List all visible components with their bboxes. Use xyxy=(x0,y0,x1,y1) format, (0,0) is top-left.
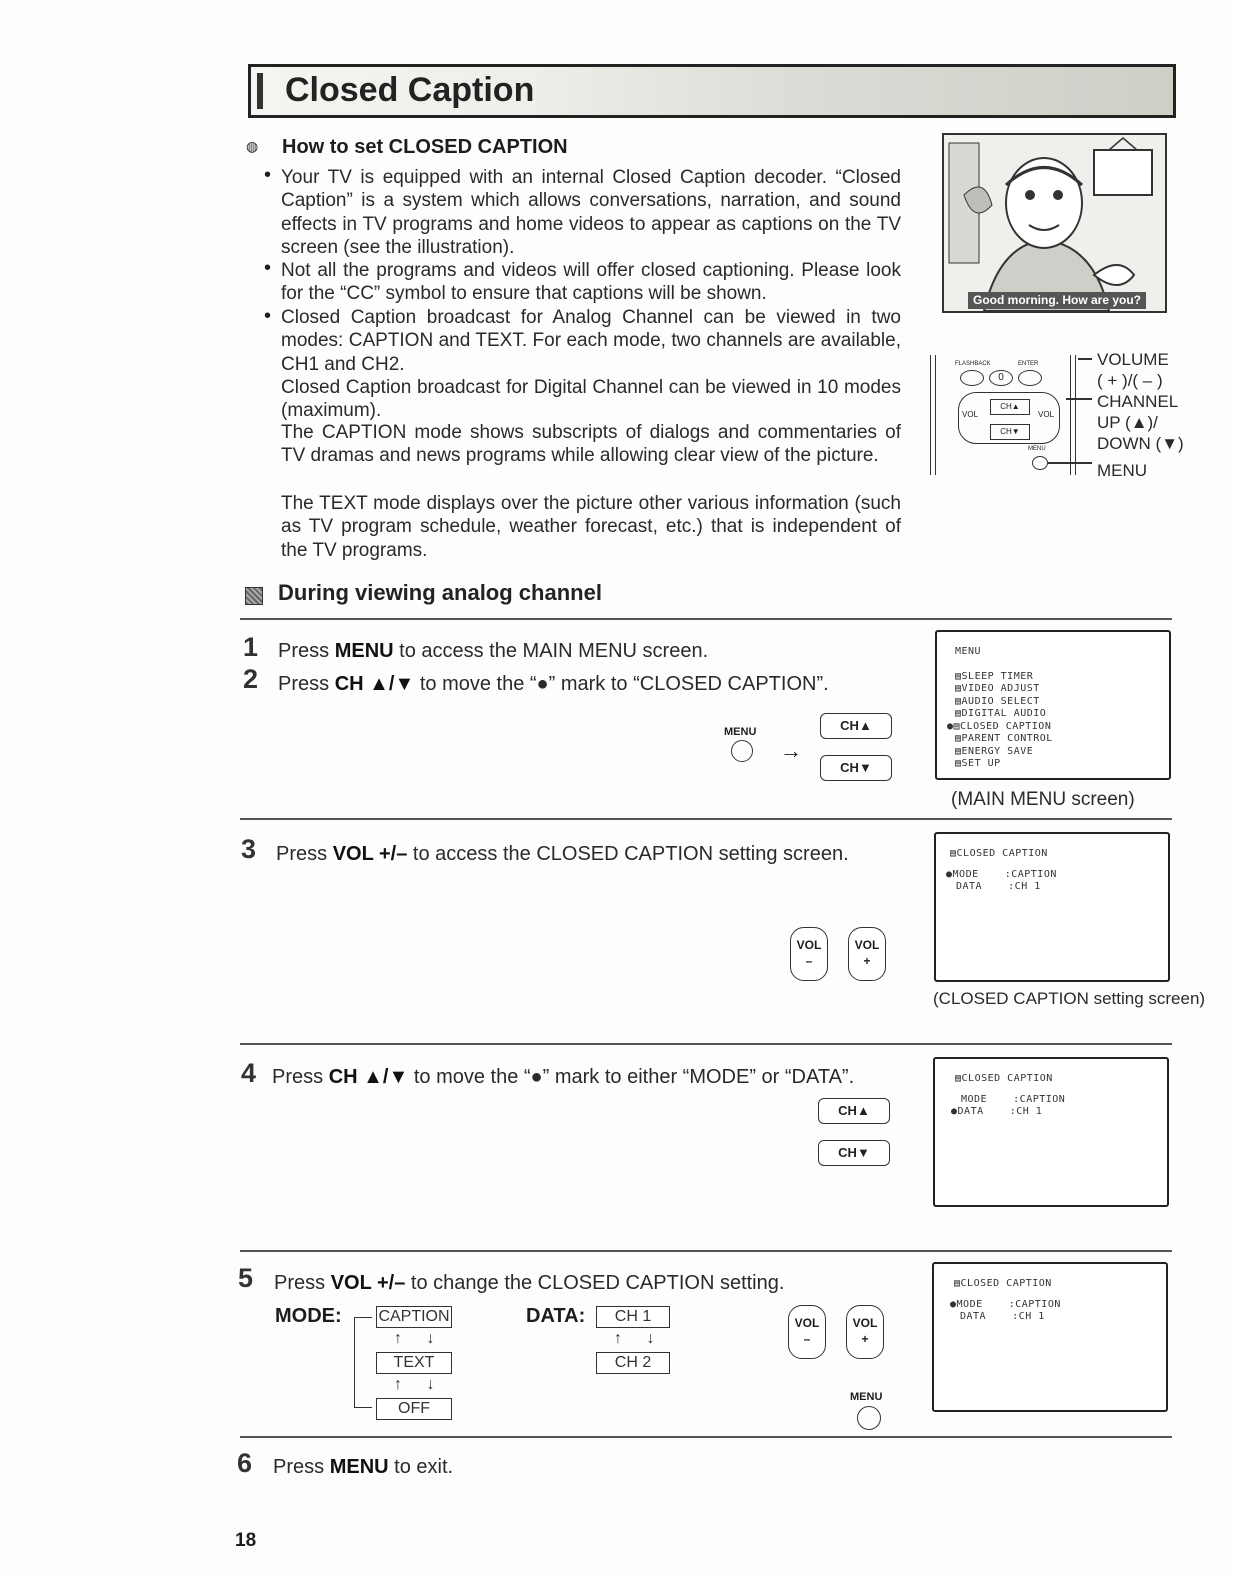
cc-screen-title: ▤CLOSED CAPTION xyxy=(955,1073,1053,1084)
cc-mode-row: ●MODE :CAPTION xyxy=(950,1298,1061,1310)
up-label: UP (▲)/ xyxy=(1097,413,1158,432)
divider xyxy=(240,1250,1172,1252)
divider xyxy=(240,618,1172,620)
howto-para-digital: Closed Caption broadcast for Digital Channel can be viewed in 10 modes (maximum). xyxy=(281,377,901,422)
mode-off-option: OFF xyxy=(376,1398,452,1420)
step-number: 6 xyxy=(237,1448,253,1478)
howto-bullet-1: Your TV is equipped with an internal Closed Caption decoder. “Closed Caption” is a system which allows conversations, narration, and sound effects in TV programs and home videos to appear as captions on the TV screen (see the illustration). xyxy=(281,167,901,258)
remote-vol-plus[interactable]: VOL xyxy=(1038,410,1055,419)
step-5-text: Press VOL +/– to change the CLOSED CAPTION setting. xyxy=(274,1272,785,1294)
step-1-text: Press MENU to access the MAIN MENU screen. xyxy=(278,640,709,662)
step-number: 1 xyxy=(243,632,259,662)
data-label: DATA: xyxy=(526,1305,586,1327)
remote-menu-button[interactable] xyxy=(1032,456,1048,470)
mode-cycle-bracket xyxy=(354,1317,372,1408)
step-number: 4 xyxy=(241,1058,257,1088)
menu-key-button[interactable] xyxy=(731,740,753,762)
data-ch2-option: CH 2 xyxy=(596,1352,670,1374)
vol-minus-key[interactable]: VOL – xyxy=(790,927,828,981)
remote-vol-minus[interactable]: VOL xyxy=(962,410,979,419)
main-menu-screen xyxy=(935,630,1171,780)
cc-data-row: DATA :CH 1 xyxy=(956,881,1041,892)
cc-data-row: DATA :CH 1 xyxy=(960,1311,1045,1322)
menu-key-button[interactable] xyxy=(857,1406,881,1430)
remote-edge-left xyxy=(930,355,936,475)
divider xyxy=(240,1436,1172,1438)
tv-caption-text: Good morning. How are you? xyxy=(968,292,1146,309)
step-4-text: Press CH ▲/▼ to move the “●” mark to either “MODE” or “DATA”. xyxy=(272,1066,855,1088)
remote-labels xyxy=(1097,349,1184,454)
heading-bullet-icon: ◍ xyxy=(246,138,259,154)
step-number: 5 xyxy=(238,1263,254,1293)
zero-button[interactable]: 0 xyxy=(989,370,1013,386)
step-2-text: Press CH ▲/▼ to move the “●” mark to “CLOSED CAPTION”. xyxy=(278,673,829,695)
flashback-button[interactable] xyxy=(960,370,984,386)
divider xyxy=(240,818,1172,820)
section-heading: During viewing analog channel xyxy=(278,580,602,605)
howto-para-caption: The CAPTION mode shows subscripts of dialogs and commentaries of TV dramas and news programs while allowing clear view of the picture. xyxy=(281,422,901,467)
page-title: Closed Caption xyxy=(285,71,535,109)
cc-mode-row: ●MODE :CAPTION xyxy=(946,868,1057,880)
updown-arrows-icon: ↑ ↓ xyxy=(394,1376,445,1393)
ch-up-key[interactable]: CH▲ xyxy=(818,1098,890,1124)
menu-label: MENU xyxy=(1097,461,1148,480)
updown-arrows-icon: ↑ ↓ xyxy=(614,1330,665,1347)
divider xyxy=(240,1043,1172,1045)
howto-bullet-2: Not all the programs and videos will offer closed captioning. Please look for the “CC” symbol to ensure that captions will be shown. xyxy=(281,260,901,305)
menu-item: ▤VIDEO ADJUST xyxy=(955,683,1040,694)
remote-edge-right xyxy=(1070,355,1076,475)
howto-heading: How to set CLOSED CAPTION xyxy=(282,136,568,158)
vol-plus-key[interactable]: VOL + xyxy=(846,1305,884,1359)
vol-plus-key[interactable]: VOL + xyxy=(848,927,886,981)
cc-mode-row: MODE :CAPTION xyxy=(961,1093,1066,1105)
mode-text-option: TEXT xyxy=(376,1352,452,1374)
howto-bullet-3: Closed Caption broadcast for Analog Channel can be viewed in two modes: CAPTION and TEXT. For each mode, two channels are available, CH1 and CH2. xyxy=(281,307,901,375)
volume-sub-label: ( + )/( – ) xyxy=(1097,371,1163,390)
title-edge-mark xyxy=(257,73,263,109)
ch-down-key[interactable]: CH▼ xyxy=(820,755,892,781)
step-number: 2 xyxy=(243,664,259,694)
menu-item: ▤AUDIO SELECT xyxy=(955,695,1040,707)
ch-up-key[interactable]: CH▲ xyxy=(820,713,892,739)
mode-label: MODE: xyxy=(275,1305,342,1327)
remote-enter-label: ENTER xyxy=(1018,361,1039,367)
leader-line xyxy=(1066,398,1092,400)
person-illustration-icon xyxy=(944,135,1165,311)
volume-label: VOLUME xyxy=(1097,350,1169,369)
section-square-icon xyxy=(245,587,263,605)
leader-line xyxy=(1048,462,1092,464)
menu-key-label: MENU xyxy=(724,726,757,738)
tv-illustration xyxy=(942,133,1167,313)
vol-minus-key[interactable]: VOL – xyxy=(788,1305,826,1359)
remote-menu-small-label: MENU xyxy=(1028,446,1046,452)
title-bar xyxy=(248,64,1176,118)
down-label: DOWN (▼) xyxy=(1097,434,1184,453)
channel-label: CHANNEL xyxy=(1097,392,1179,411)
cc-setting-screen xyxy=(934,832,1170,982)
main-menu-header: MENU xyxy=(955,646,982,657)
arrow-icon: → xyxy=(780,738,802,763)
updown-arrows-icon: ↑ ↓ xyxy=(394,1330,445,1347)
cc-setting-screen-change xyxy=(932,1262,1168,1412)
data-ch1-option: CH 1 xyxy=(596,1306,670,1328)
leader-line xyxy=(1078,358,1092,360)
step-6-text: Press MENU to exit. xyxy=(273,1456,454,1478)
cc-screen-caption: (CLOSED CAPTION setting screen) xyxy=(933,989,1206,1008)
mode-caption-option: CAPTION xyxy=(376,1306,452,1328)
howto-para-text: The TEXT mode displays over the picture other various information (such as TV program schedule, weather forecast, etc.) that is independent of the TV programs. xyxy=(281,493,901,561)
enter-button[interactable] xyxy=(1018,370,1042,386)
page-number: 18 xyxy=(235,1530,257,1551)
remote-ch-down[interactable]: CH▼ xyxy=(990,424,1030,440)
menu-item: ▤DIGITAL AUDIO xyxy=(955,708,1047,719)
menu-item: ▤PARENT CONTROL xyxy=(955,733,1053,744)
menu-item: ▤ENERGY SAVE xyxy=(955,745,1034,757)
bullet-icon: • xyxy=(264,164,272,186)
menu-key-label: MENU xyxy=(850,1391,883,1403)
step-number: 3 xyxy=(241,834,257,864)
bullet-icon: • xyxy=(264,305,272,327)
menu-item: ▤SET UP xyxy=(955,758,1001,769)
step-3-text: Press VOL +/– to access the CLOSED CAPTION setting screen. xyxy=(276,843,849,865)
remote-ch-up[interactable]: CH▲ xyxy=(990,399,1030,415)
bullet-icon: • xyxy=(264,257,272,279)
cc-setting-screen-data xyxy=(933,1057,1169,1207)
cc-screen-title: ▤CLOSED CAPTION xyxy=(954,1278,1052,1289)
cc-screen-title: ▤CLOSED CAPTION xyxy=(950,848,1048,859)
remote-flashback-label: FLASHBACK xyxy=(955,361,991,367)
cc-data-row: ●DATA :CH 1 xyxy=(951,1106,1043,1117)
ch-down-key[interactable]: CH▼ xyxy=(818,1140,890,1166)
menu-item: ▤SLEEP TIMER xyxy=(955,670,1034,682)
menu-item-selected: ●▤CLOSED CAPTION xyxy=(947,720,1052,732)
main-menu-caption: (MAIN MENU screen) xyxy=(951,789,1135,810)
